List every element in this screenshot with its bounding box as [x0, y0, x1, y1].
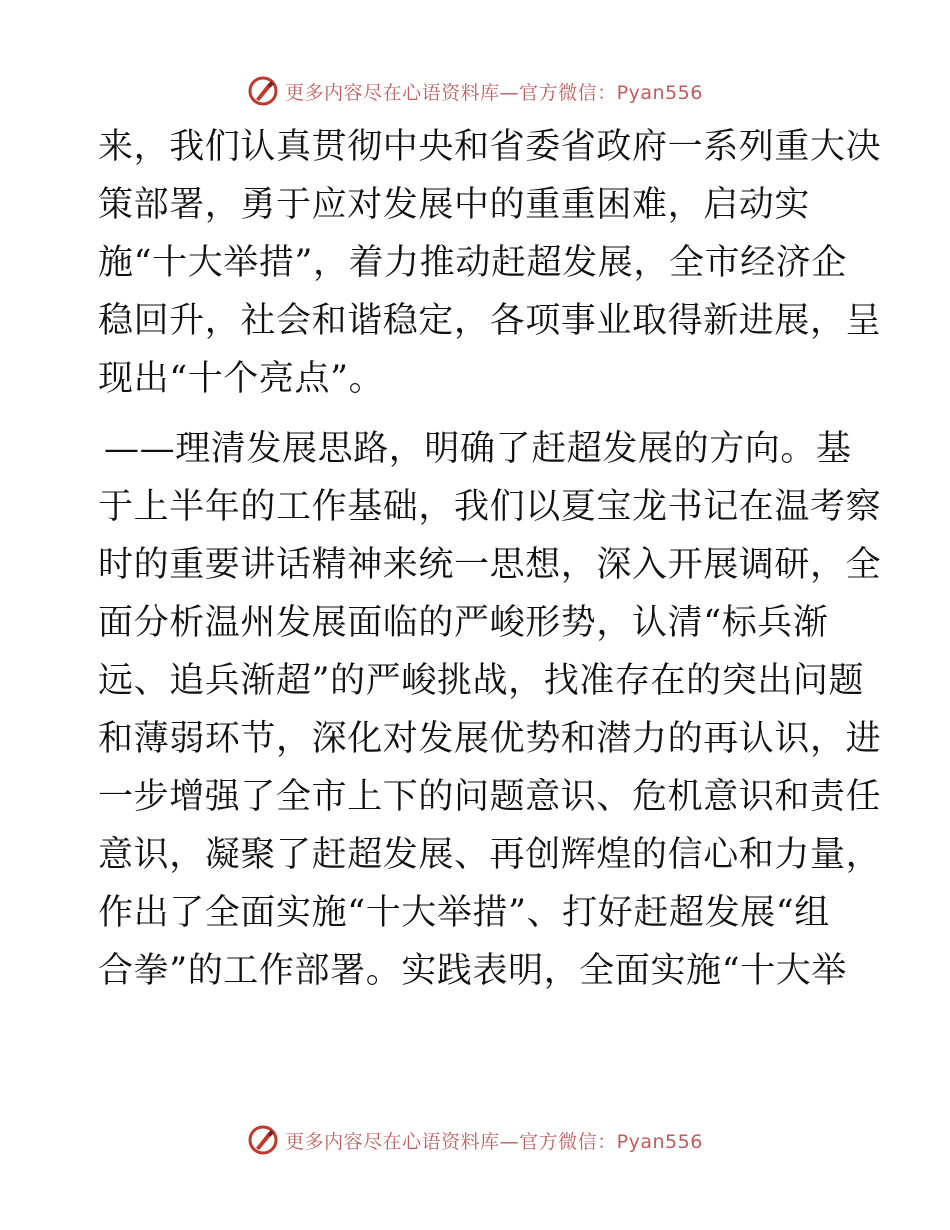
- pen-logo-icon: [247, 75, 279, 107]
- text-line: 合拳”的工作部署。实践表明，全面实施“十大举: [98, 951, 847, 991]
- text-line: 策部署，勇于应对发展中的重重困难，启动实: [98, 185, 811, 225]
- document-body: [98, 118, 882, 1000]
- text-line: 作出了全面实施“十大举措”、打好赶超发展“组: [98, 893, 830, 933]
- text-line: 意识，凝聚了赶超发展、再创辉煌的信心和力量，: [98, 835, 882, 875]
- text-line: 现出“十个亮点”。: [98, 359, 385, 399]
- text-line: 施“十大举措”，着力推动赶超发展，全市经济企: [98, 243, 847, 283]
- text-line: 稳回升，社会和谐稳定，各项事业取得新进展，呈: [98, 301, 882, 341]
- text-line: 和薄弱环节，深化对发展优势和潜力的再认识，进: [98, 719, 882, 759]
- banner-text: 更多内容尽在心语资料库—官方微信：Pyan556: [285, 1130, 703, 1153]
- paragraph-1: [98, 118, 882, 408]
- text-line: 远、追兵渐超”的严峻挑战，找准存在的突出问题: [98, 661, 865, 701]
- text-line: ——理清发展思路，明确了赶超发展的方向。基: [104, 429, 852, 469]
- header-banner: [0, 71, 950, 111]
- text-line: 于上半年的工作基础，我们以夏宝龙书记在温考察: [98, 487, 882, 527]
- footer-banner: [0, 1120, 950, 1160]
- text-line: 面分析温州发展面临的严峻形势，认清“标兵渐: [98, 603, 829, 643]
- banner-text: 更多内容尽在心语资料库—官方微信：Pyan556: [285, 81, 703, 104]
- paragraph-2: [98, 420, 882, 1000]
- text-line: 时的重要讲话精神来统一思想，深入开展调研，全: [98, 545, 882, 585]
- text-line: 来，我们认真贯彻中央和省委省政府一系列重大决: [98, 127, 882, 167]
- text-line: 一步增强了全市上下的问题意识、危机意识和责任: [98, 777, 882, 817]
- pen-logo-icon: [247, 1124, 279, 1156]
